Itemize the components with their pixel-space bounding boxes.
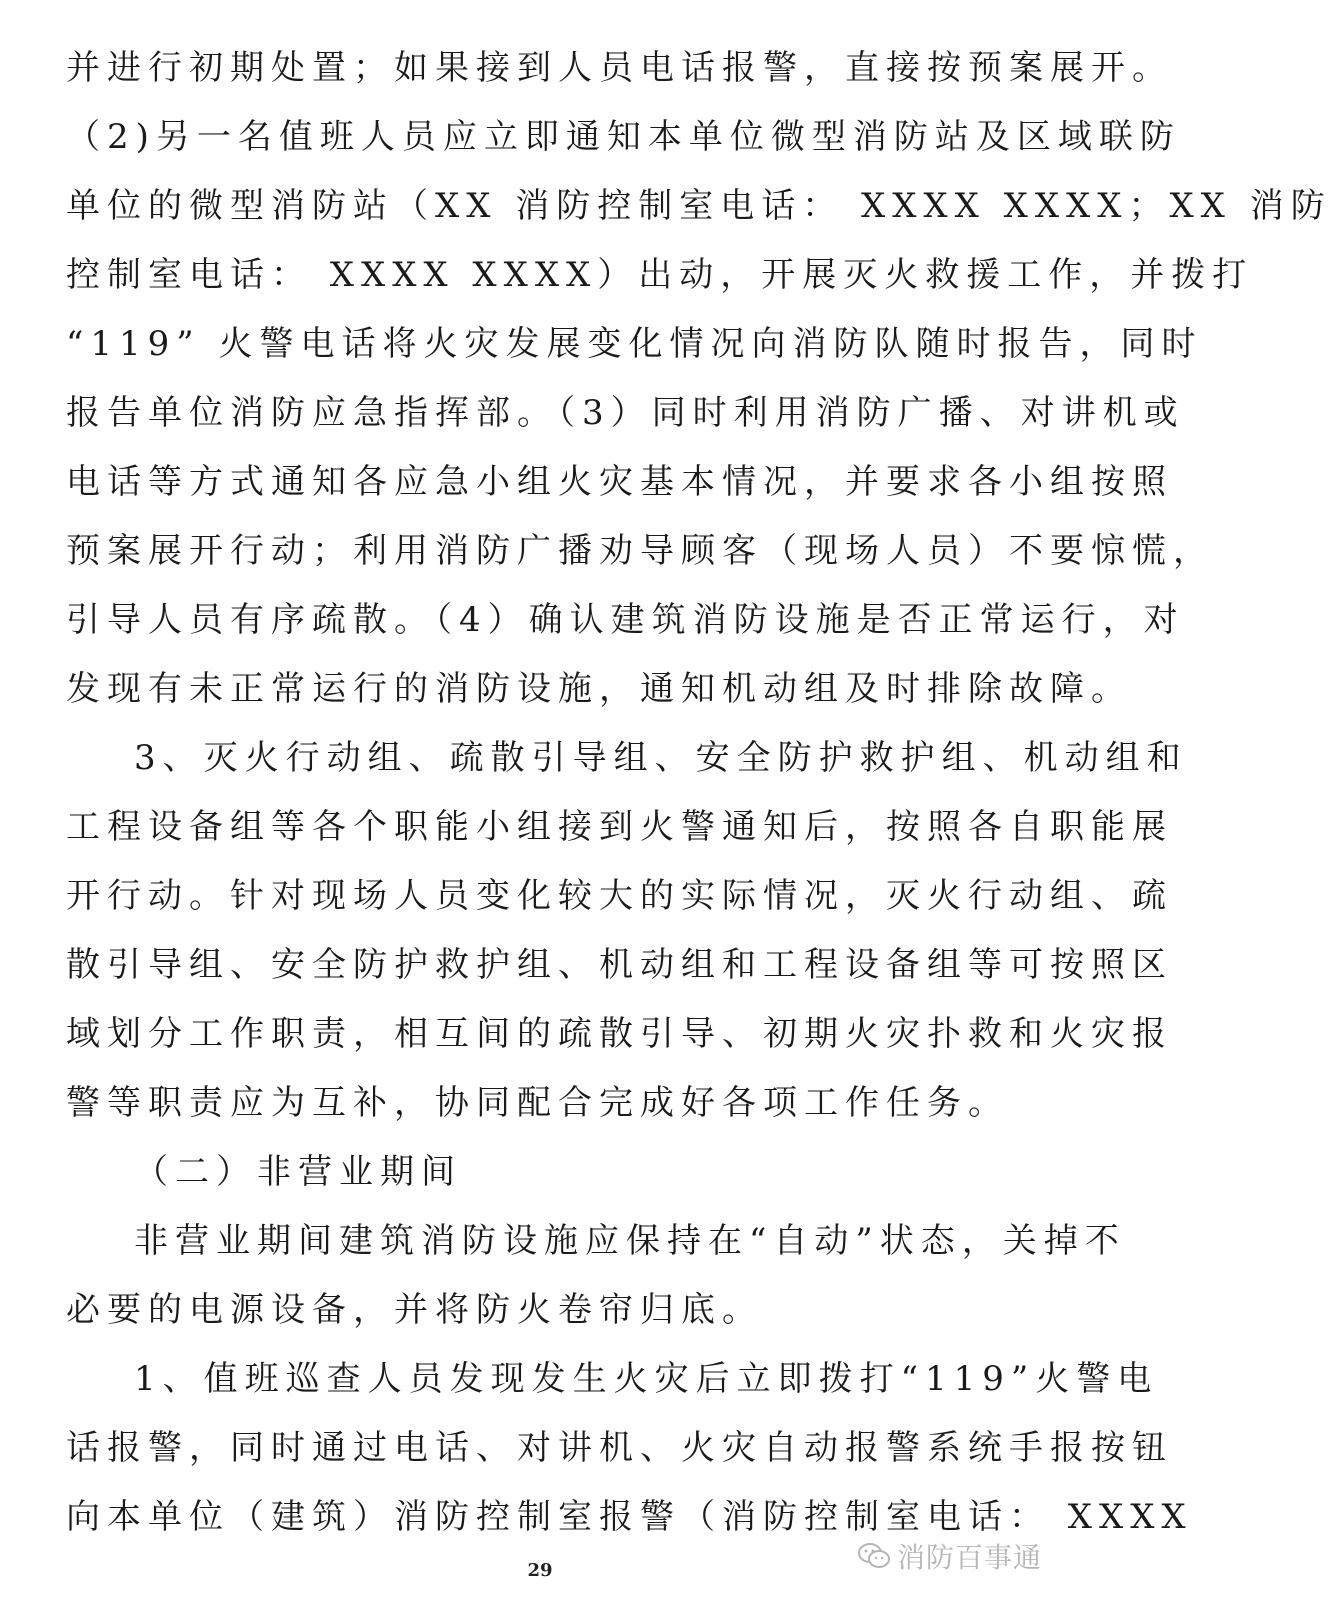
text-line: 开行动。针对现场人员变化较大的实际情况，灭火行动组、疏 (66, 876, 1173, 916)
text-line: 单位的微型消防站（XX 消防控制室电话： XXXX XXXX；XX 消防 (66, 186, 1332, 226)
paragraph-start-line: 1、值班巡查人员发现发生火灾后立即拨打“119”火警电 (134, 1359, 1159, 1399)
text-line: 并进行初期处置；如果接到人员电话报警，直接按预案展开。 (66, 48, 1173, 88)
wechat-icon (857, 1541, 891, 1571)
text-line: 工程设备组等各个职能小组接到火警通知后，按照各自职能展 (66, 807, 1173, 847)
text-line: 电话等方式通知各应急小组火灾基本情况，并要求各小组按照 (66, 462, 1173, 502)
text-line: 向本单位（建筑）消防控制室报警（消防控制室电话： XXXX (66, 1497, 1193, 1537)
text-line: （2)另一名值班人员应立即通知本单位微型消防站及区域联防 (66, 117, 1181, 157)
section-heading: （二）非营业期间 (134, 1152, 462, 1192)
paragraph-start-line: 3、灭火行动组、疏散引导组、安全防护救护组、机动组和 (134, 738, 1188, 778)
text-line: 域划分工作职责，相互间的疏散引导、初期火灾扑救和火灾报 (66, 1014, 1173, 1054)
text-line: “119” 火警电话将火灾发展变化情况向消防队随时报告，同时 (66, 324, 1203, 364)
text-line: 引导人员有序疏散。（4）确认建筑消防设施是否正常运行，对 (66, 600, 1185, 640)
text-line: 警等职责应为互补，协同配合完成好各项工作任务。 (66, 1083, 1009, 1123)
text-line: 必要的电源设备，并将防火卷帘归底。 (66, 1290, 763, 1330)
text-line: 报告单位消防应急指挥部。（3）同时利用消防广播、对讲机或 (66, 393, 1185, 433)
watermark-text: 消防百事通 (896, 1541, 1042, 1574)
text-line: 话报警，同时通过电话、对讲机、火灾自动报警系统手报按钮 (66, 1428, 1173, 1468)
text-line: 控制室电话： XXXX XXXX）出动，开展灭火救援工作，并拨打 (66, 255, 1254, 295)
text-line: 发现有未正常运行的消防设施，通知机动组及时排除故障。 (66, 669, 1132, 709)
watermark (857, 1536, 1042, 1576)
paragraph-start-line: 非营业期间建筑消防设施应保持在“自动”状态，关掉不 (134, 1221, 1126, 1261)
page-number: 29 (527, 1560, 553, 1581)
text-line: 预案展开行动；利用消防广播劝导顾客（现场人员）不要惊慌， (66, 531, 1214, 571)
text-line: 散引导组、安全防护救护组、机动组和工程设备组等可按照区 (66, 945, 1173, 985)
